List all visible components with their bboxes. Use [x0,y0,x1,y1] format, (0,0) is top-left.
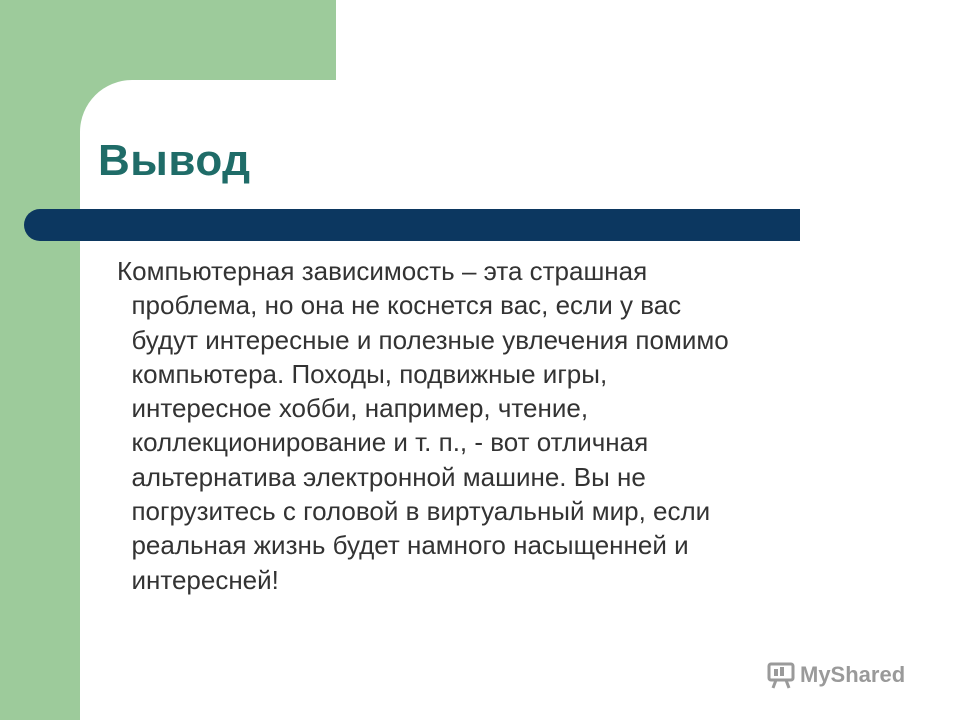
title-underline-bar [24,209,800,241]
body-line: альтернатива электронной машине. Вы не [117,461,646,492]
body-line: Компьютерная зависимость – эта страшная [117,256,648,286]
body-line: компьютера. Походы, подвижные игры, [117,358,608,389]
watermark-logo [766,660,905,690]
body-line: интересное хобби, например, чтение, [117,393,589,424]
watermark-text: MyShared [800,662,906,687]
body-line: интересней! [117,564,279,595]
body-line: проблема, но она не коснется вас, если у вас [117,290,682,321]
body-line: будут интересные и полезные увлечения помимо [117,324,729,355]
body-line: коллекционирование и т. п., - вот отличная [117,427,649,458]
slide-body [117,254,897,597]
presentation-board-icon [766,661,796,689]
body-line: погрузитесь с головой в виртуальный мир, если [117,496,711,527]
slide-title: Вывод [98,136,251,185]
body-line: реальная жизнь будет намного насыщенней и [117,530,689,561]
